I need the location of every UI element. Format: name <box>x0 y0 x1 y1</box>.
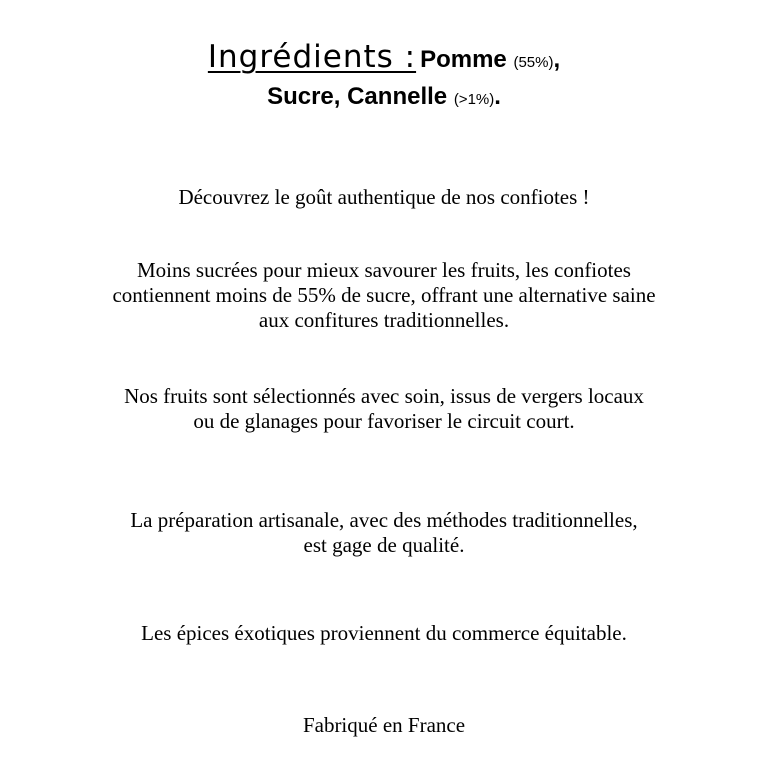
intro-paragraph: Découvrez le goût authentique de nos confiotes ! <box>178 185 590 209</box>
apple-percentage: (55%) <box>513 54 554 71</box>
ingredients-label: Ingrédients : <box>207 39 417 75</box>
spices-paragraph: Les épices éxotiques proviennent du commerce équitable. <box>141 621 627 645</box>
ingredient-apple: Pomme (55%), <box>420 46 561 73</box>
origin-paragraph: Fabriqué en France <box>302 713 466 737</box>
ingredient-sugar-cinnamon: Sucre, Cannelle (>1%). <box>267 83 501 110</box>
fruits-paragraph: Nos fruits sont sélectionnés avec soin, issus de vergers locaux ou de glanages pour favoriser le circuit court. <box>124 384 644 433</box>
sugar-paragraph: Moins sucrées pour mieux savourer les fruits, les confiotes contiennent moins de 55% de sucre, offrant une alternative saine aux confitures traditionnelles. <box>112 258 656 332</box>
ingredients-heading <box>0 38 768 119</box>
preparation-paragraph: La préparation artisanale, avec des méthodes traditionnelles, est gage de qualité. <box>130 508 638 557</box>
cinnamon-percentage: (>1%) <box>453 91 495 108</box>
